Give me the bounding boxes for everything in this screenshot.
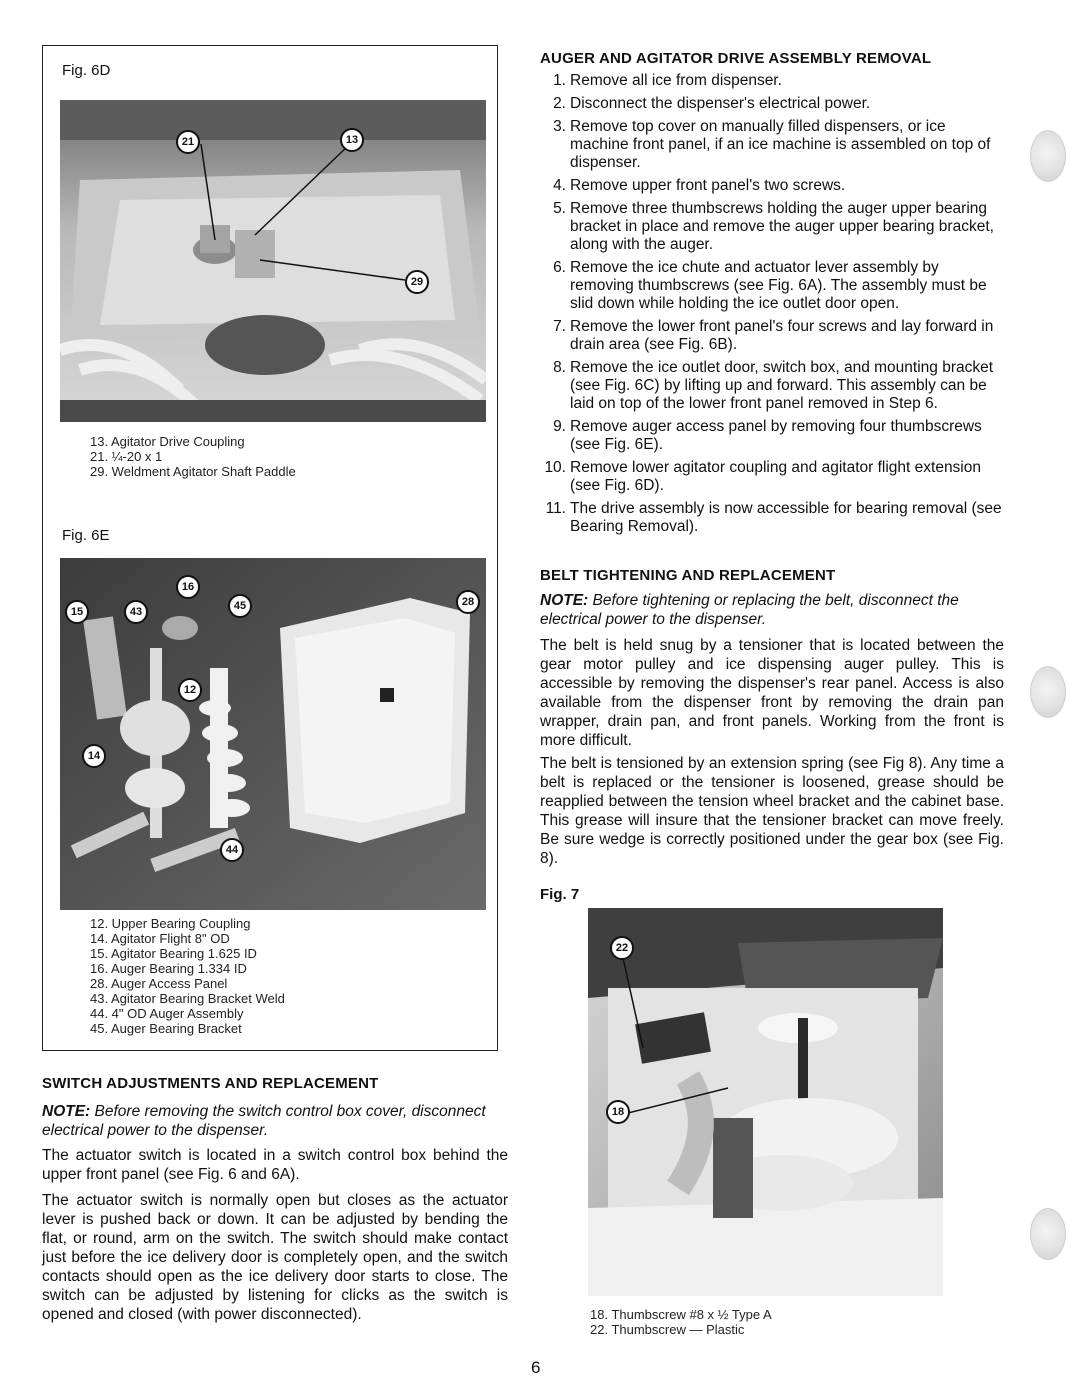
- caption-item: 13. Agitator Drive Coupling: [90, 434, 245, 449]
- caption-item: 18. Thumbscrew #8 x ½ Type A: [590, 1307, 772, 1322]
- belt-paragraph-1: The belt is held snug by a tensioner that is located between the gear motor pulley and ice dispensing auger pulley. This is accessible by removing the dispenser's rear panel. Access is also available from the dispenser front by removing the drain pan wrapper, drain pan, and front panels. Working from the front is more difficult.: [540, 637, 1004, 749]
- caption-item: 21. ¼-20 x 1: [90, 449, 163, 464]
- step-item: 1. Remove all ice from dispenser.: [553, 72, 782, 89]
- fig-6e-captions: [90, 916, 285, 1036]
- note-label: NOTE:: [540, 592, 589, 609]
- switch-note: [42, 1102, 508, 1140]
- callout-12: 12: [178, 678, 202, 702]
- caption-item: 43. Agitator Bearing Bracket Weld: [90, 991, 285, 1006]
- caption-item: 15. Agitator Bearing 1.625 ID: [90, 946, 257, 961]
- callout-14: 14: [82, 744, 106, 768]
- caption-item: 28. Auger Access Panel: [90, 976, 228, 991]
- callout-22: 22: [610, 936, 634, 960]
- step-item: 2. Disconnect the dispenser's electrical power.: [553, 95, 871, 112]
- callout-15: 15: [65, 600, 89, 624]
- fig-6e-photo: [60, 558, 486, 910]
- switch-paragraph-2: The actuator switch is normally open but closes as the actuator lever is pushed back or down. It can be adjusted by bending the flat, or round, arm on the switch. The switch should make contact just before the ice delivery door is completely open, and the switch contacts should open as the ice delivery door starts to close. The switch can be adjusted by listening for clicks as the switch is opened and closed (with power disconnected).: [42, 1192, 508, 1323]
- switch-paragraph-1: The actuator switch is located in a switch control box behind the upper front panel (see Fig. 6 and 6A).: [42, 1147, 508, 1183]
- fig-7-label: Fig. 7: [540, 886, 580, 903]
- callout-28: 28: [456, 590, 480, 614]
- fig-6d-label: Fig. 6D: [62, 62, 111, 79]
- switch-heading: SWITCH ADJUSTMENTS AND REPLACEMENT: [42, 1075, 379, 1092]
- callout-13: 13: [340, 128, 364, 152]
- fig-7-captions: [590, 1307, 772, 1337]
- caption-item: 45. Auger Bearing Bracket: [90, 1021, 242, 1036]
- fig-6e-label: Fig. 6E: [62, 527, 110, 544]
- fig-6d-illustration: [60, 100, 486, 422]
- callout-45: 45: [228, 594, 252, 618]
- caption-item: 16. Auger Bearing 1.334 ID: [90, 961, 247, 976]
- callout-29: 29: [405, 270, 429, 294]
- punch-hole: [1030, 1208, 1066, 1260]
- punch-hole: [1030, 666, 1066, 718]
- note-text: Before tightening or replacing the belt, disconnect the electrical power to the dispenser.: [540, 592, 959, 628]
- callout-44: 44: [220, 838, 244, 862]
- fig-7-photo: [588, 908, 943, 1296]
- step-item: 5. Remove three thumbscrews holding the auger upper bearing bracket in place and remove the auger upper bearing bracket, along with the auger.: [553, 200, 994, 253]
- fig-7-illustration: [588, 908, 943, 1296]
- auger-steps: [540, 72, 1004, 541]
- caption-item: 22. Thumbscrew — Plastic: [590, 1322, 745, 1337]
- punch-hole: [1030, 130, 1066, 182]
- note-label: NOTE:: [42, 1103, 91, 1120]
- fig-6d-captions: [90, 434, 296, 479]
- step-item: 11. The drive assembly is now accessible for bearing removal (see Bearing Removal).: [545, 500, 1002, 535]
- caption-item: 29. Weldment Agitator Shaft Paddle: [90, 464, 296, 479]
- step-item: 9. Remove auger access panel by removing four thumbscrews (see Fig. 6E).: [553, 418, 982, 453]
- note-text: Before removing the switch control box cover, disconnect electrical power to the dispenser.: [42, 1103, 486, 1139]
- step-item: 6. Remove the ice chute and actuator lever assembly by removing thumbscrews (see Fig. 6A). The assembly must be slid down while holding the ice outlet door open.: [553, 259, 987, 312]
- step-item: 3. Remove top cover on manually filled dispensers, or ice machine front panel, if an ice machine is assembled on top of dispenser.: [553, 118, 991, 171]
- callout-21: 21: [176, 130, 200, 154]
- auger-heading: AUGER AND AGITATOR DRIVE ASSEMBLY REMOVAL: [540, 50, 932, 67]
- callout-18: 18: [606, 1100, 630, 1124]
- step-item: 8. Remove the ice outlet door, switch box, and mounting bracket (see Fig. 6C) by lifting up and forward. This assembly can be laid on top of the lower front panel removed in Step 6.: [553, 359, 994, 412]
- step-item: 7. Remove the lower front panel's four screws and lay forward in drain area (see Fig. 6B).: [553, 318, 994, 353]
- step-item: 4. Remove upper front panel's two screws.: [553, 177, 846, 194]
- belt-note: [540, 591, 1004, 629]
- page-number: 6: [531, 1358, 541, 1377]
- step-item: 10. Remove lower agitator coupling and agitator flight extension (see Fig. 6D).: [544, 459, 981, 494]
- callout-16: 16: [176, 575, 200, 599]
- caption-item: 44. 4" OD Auger Assembly: [90, 1006, 244, 1021]
- callout-43: 43: [124, 600, 148, 624]
- fig-6d-photo: [60, 100, 486, 422]
- belt-heading: BELT TIGHTENING AND REPLACEMENT: [540, 567, 836, 584]
- caption-item: 12. Upper Bearing Coupling: [90, 916, 251, 931]
- caption-item: 14. Agitator Flight 8" OD: [90, 931, 230, 946]
- belt-paragraph-2: The belt is tensioned by an extension spring (see Fig 8). Any time a belt is replaced or the tensioner is loosened, grease should be reapplied between the tension wheel bracket and the cabinet base. This grease will insure that the tensioner bracket can move freely. Be sure wedge is correctly positioned under the gear box (see Fig. 8).: [540, 755, 1004, 867]
